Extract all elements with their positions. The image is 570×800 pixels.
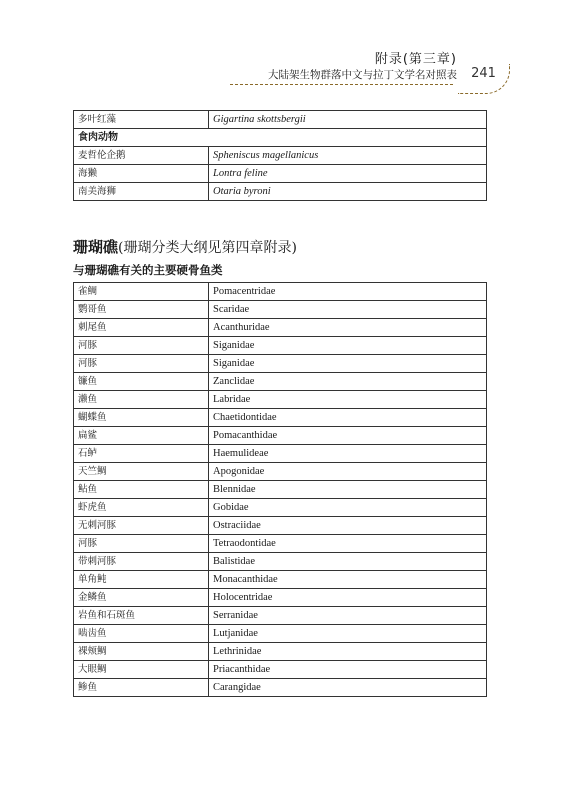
table-row bbox=[74, 571, 487, 589]
chinese-name: 单角鲀 bbox=[74, 571, 209, 589]
chinese-name: 南美海狮 bbox=[74, 183, 209, 201]
table-row bbox=[74, 589, 487, 607]
chinese-name: 天竺鲷 bbox=[74, 463, 209, 481]
latin-name: Pomacentridae bbox=[209, 283, 487, 301]
table-row bbox=[74, 301, 487, 319]
chinese-name: 金鳞鱼 bbox=[74, 589, 209, 607]
latin-name: Labridae bbox=[209, 391, 487, 409]
chinese-name: 海獭 bbox=[74, 165, 209, 183]
header-divider bbox=[230, 84, 453, 85]
chinese-name: 扁鲨 bbox=[74, 427, 209, 445]
latin-name: Balistidae bbox=[209, 553, 487, 571]
table-row bbox=[74, 661, 487, 679]
section-title-main: 珊瑚礁 bbox=[73, 238, 119, 256]
latin-name: Apogonidae bbox=[209, 463, 487, 481]
table-row bbox=[74, 319, 487, 337]
latin-name: Ostraciidae bbox=[209, 517, 487, 535]
latin-name: Spheniscus magellanicus bbox=[209, 147, 487, 165]
chinese-name: 鲹鱼 bbox=[74, 679, 209, 697]
chinese-name: 雀鲷 bbox=[74, 283, 209, 301]
chinese-name: 镰鱼 bbox=[74, 373, 209, 391]
latin-name: Scaridae bbox=[209, 301, 487, 319]
chinese-name: 河豚 bbox=[74, 535, 209, 553]
latin-name: Lontra feline bbox=[209, 165, 487, 183]
latin-name: Gigartina skottsbergii bbox=[209, 111, 487, 129]
table-row bbox=[74, 355, 487, 373]
chapter-subtitle: 大陆架生物群落中文与拉丁文学名对照表 bbox=[268, 69, 457, 81]
chinese-name: 濑鱼 bbox=[74, 391, 209, 409]
table-row bbox=[74, 427, 487, 445]
chinese-name: 啮齿鱼 bbox=[74, 625, 209, 643]
reef-fish-table bbox=[73, 282, 487, 697]
table-row bbox=[74, 373, 487, 391]
latin-name: Serranidae bbox=[209, 607, 487, 625]
latin-name: Zanclidae bbox=[209, 373, 487, 391]
latin-name: Tetraodontidae bbox=[209, 535, 487, 553]
table-row bbox=[74, 607, 487, 625]
latin-name: Siganidae bbox=[209, 337, 487, 355]
chinese-name: 鹦哥鱼 bbox=[74, 301, 209, 319]
chinese-name: 多叶红藻 bbox=[74, 111, 209, 129]
chinese-name: 岩鱼和石斑鱼 bbox=[74, 607, 209, 625]
table-row bbox=[74, 481, 487, 499]
chapter-title: 附录(第三章) bbox=[374, 52, 457, 67]
latin-name: Otaria byroni bbox=[209, 183, 487, 201]
chinese-name: 带刺河豚 bbox=[74, 553, 209, 571]
table-row bbox=[74, 643, 487, 661]
table-row bbox=[74, 147, 487, 165]
page-number: 241 bbox=[458, 64, 510, 94]
latin-name: Lethrinidae bbox=[209, 643, 487, 661]
latin-name: Haemulideae bbox=[209, 445, 487, 463]
chinese-name: 河豚 bbox=[74, 337, 209, 355]
chinese-name: 河豚 bbox=[74, 355, 209, 373]
chinese-name: 鲇鱼 bbox=[74, 481, 209, 499]
latin-name: Pomacanthidae bbox=[209, 427, 487, 445]
table-row bbox=[74, 283, 487, 301]
chinese-name: 刺尾鱼 bbox=[74, 319, 209, 337]
table-row bbox=[74, 463, 487, 481]
table-row bbox=[74, 183, 487, 201]
table-row bbox=[74, 391, 487, 409]
table-row bbox=[74, 111, 487, 129]
table-row bbox=[74, 499, 487, 517]
latin-name: Carangidae bbox=[209, 679, 487, 697]
table-row bbox=[74, 517, 487, 535]
table-row bbox=[74, 165, 487, 183]
subsection-title: 与珊瑚礁有关的主要硬骨鱼类 bbox=[73, 263, 223, 277]
section-title bbox=[73, 236, 297, 257]
predator-table bbox=[73, 110, 487, 201]
table-row bbox=[74, 625, 487, 643]
table-row bbox=[74, 337, 487, 355]
latin-name: Monacanthidae bbox=[209, 571, 487, 589]
table-row bbox=[74, 409, 487, 427]
chinese-name: 无刺河豚 bbox=[74, 517, 209, 535]
table-row bbox=[74, 553, 487, 571]
latin-name: Siganidae bbox=[209, 355, 487, 373]
table-row bbox=[74, 129, 487, 147]
chinese-name: 麦哲伦企鹅 bbox=[74, 147, 209, 165]
chinese-name: 裸颊鲷 bbox=[74, 643, 209, 661]
chinese-name: 虾虎鱼 bbox=[74, 499, 209, 517]
table-row bbox=[74, 445, 487, 463]
latin-name: Lutjanidae bbox=[209, 625, 487, 643]
chinese-name: 蝴蝶鱼 bbox=[74, 409, 209, 427]
chinese-name: 石鲈 bbox=[74, 445, 209, 463]
latin-name: Acanthuridae bbox=[209, 319, 487, 337]
table-row bbox=[74, 679, 487, 697]
chinese-name: 大眼鲷 bbox=[74, 661, 209, 679]
latin-name: Holocentridae bbox=[209, 589, 487, 607]
table-row bbox=[74, 535, 487, 553]
section-title-note: (珊瑚分类大纲见第四章附录) bbox=[118, 240, 297, 256]
group-heading: 食肉动物 bbox=[74, 129, 487, 147]
latin-name: Priacanthidae bbox=[209, 661, 487, 679]
latin-name: Gobidae bbox=[209, 499, 487, 517]
latin-name: Chaetidontidae bbox=[209, 409, 487, 427]
latin-name: Blennidae bbox=[209, 481, 487, 499]
